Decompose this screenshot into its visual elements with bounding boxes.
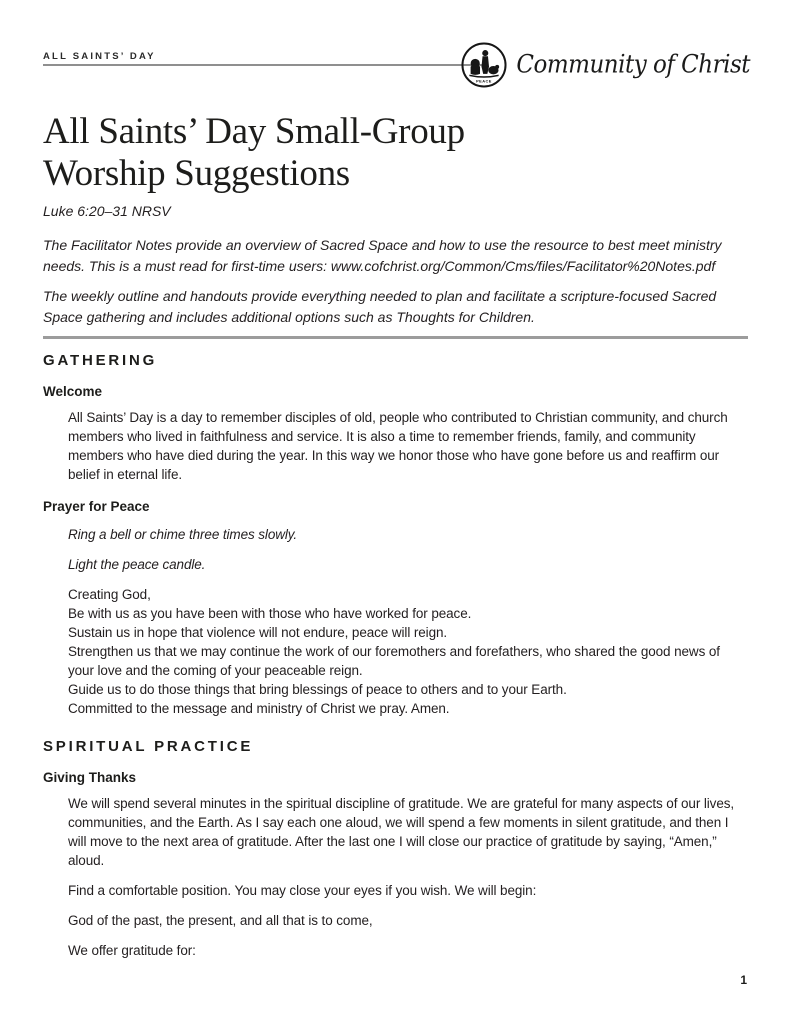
prayer-line: Be with us as you have been with those who have worked for peace. [68,605,472,621]
header-rule [43,64,487,66]
subheading-welcome: Welcome [43,383,103,399]
gratitude-prompt: We offer gratitude for: [68,942,196,958]
prayer-line: Sustain us in hope that violence will not endure, peace will reign. [68,624,448,640]
peace-seal-icon [461,42,507,88]
intro-paragraph-weekly-outline: The weekly outline and handouts provide everything needed to plan and facilitate a scripture-focused Sacred Space gathering and includes additional options such as Thoughts for Children. [43,288,717,325]
prayer-instruction-ring-bell: Ring a bell or chime three times slowly. [68,526,298,542]
welcome-paragraph: All Saints’ Day is a day to remember disciples of old, people who contributed to Christian community, and church members who lived in faithfulness and service. It is also a time to remember friends, family, and community members who have died during the year. In this way we honor those who have gone before us and reaffirm our belief in eternal life. [68,409,728,482]
brand-wordmark: Community of Christ [516,50,750,80]
prayer-line: Strengthen us that we may continue the work of our foremothers and forefathers, who shared the good news of your love and the coming of your peaceable reign. [68,643,720,678]
title-line-1: All Saints’ Day Small-Group [43,111,465,152]
section-heading-gathering: GATHERING [43,351,158,369]
section-divider-rule [43,336,748,339]
page-header [0,0,791,90]
prayer-instruction-light-candle: Light the peace candle. [68,556,206,572]
prayer-text [68,585,748,718]
prayer-line: Creating God, [68,586,151,602]
brand-logo [461,42,750,88]
document-title [43,111,748,195]
page-number: 1 [740,973,747,987]
document-eyebrow: ALL SAINTS’ DAY [43,51,156,62]
prayer-line: Guide us to do those things that bring blessings of peace to others and to your Earth. [68,681,567,697]
title-line-2: Worship Suggestions [43,153,350,194]
section-heading-spiritual-practice: SPIRITUAL PRACTICE [43,737,254,755]
document-body [0,111,791,960]
subheading-prayer-for-peace: Prayer for Peace [43,498,150,514]
seal-peace-label: PEACE [476,78,493,84]
prayer-line: Committed to the message and ministry of Christ we pray. Amen. [68,700,450,716]
gratitude-opening-line: God of the past, the present, and all that is to come, [68,912,373,928]
giving-thanks-paragraph: We will spend several minutes in the spiritual discipline of gratitude. We are grateful for many aspects of our lives, communities, and the Earth. As I say each one aloud, we will spend a few moments in silent gratitude, and then I will move to the next area of gratitude. After the last one I will close our practice of gratitude by saying, “Amen,” aloud. [68,795,735,868]
scripture-reference: Luke 6:20–31 NRSV [43,203,171,219]
subheading-giving-thanks: Giving Thanks [43,769,137,785]
giving-thanks-instruction: Find a comfortable position. You may close your eyes if you wish. We will begin: [68,882,537,898]
intro-paragraph-facilitator-notes: The Facilitator Notes provide an overview of Sacred Space and how to use the resource to best meet ministry needs. This is a must read for first-time users: www.cofchrist.org/Common/Cms/files/Facilitator%20Notes.pdf [43,237,722,274]
